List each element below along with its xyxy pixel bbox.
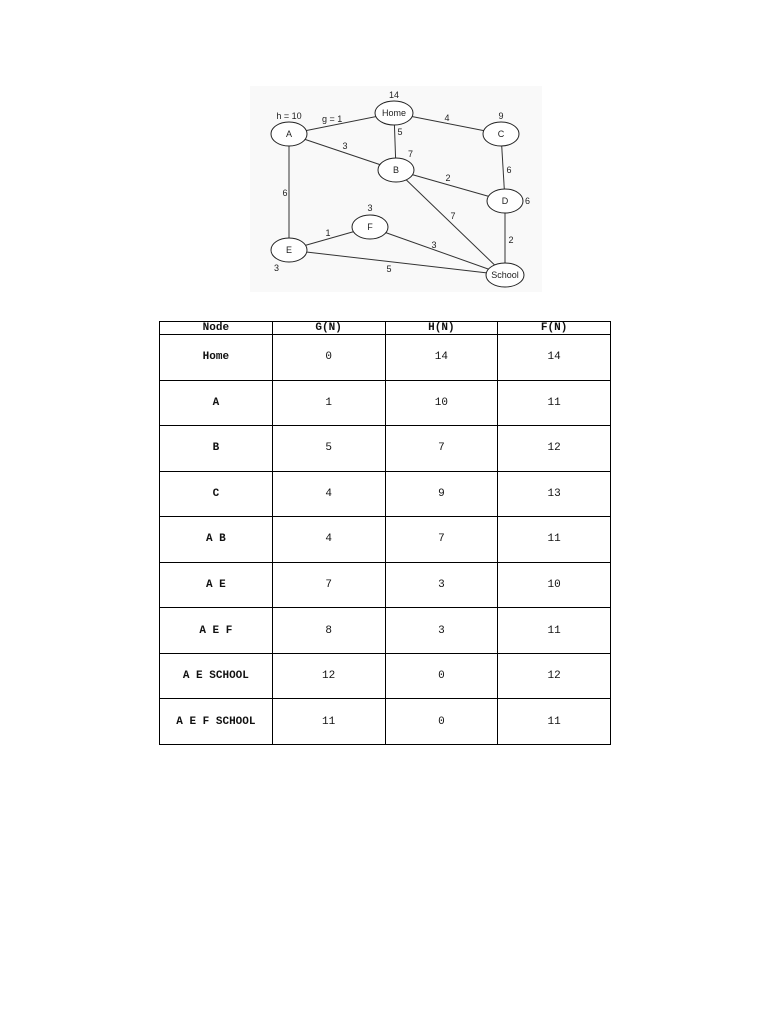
node-label: A bbox=[285, 129, 293, 139]
f-cell: 10 bbox=[498, 562, 611, 608]
h-cell: 0 bbox=[385, 699, 498, 745]
node-label: F bbox=[367, 222, 373, 232]
node-a bbox=[271, 122, 307, 146]
table-row bbox=[160, 653, 611, 699]
node-d bbox=[487, 189, 523, 213]
edge-label-a-home: g = 1 bbox=[322, 114, 343, 124]
g-cell: 8 bbox=[272, 608, 385, 654]
edge-label-c-d: 6 bbox=[506, 165, 512, 175]
edge-label-home-b: 5 bbox=[397, 127, 403, 137]
heuristic-label-f: 3 bbox=[367, 203, 373, 213]
g-cell: 5 bbox=[272, 426, 385, 472]
edge-label-home-c: 4 bbox=[444, 113, 450, 123]
node-home bbox=[375, 101, 413, 125]
edge-label-b-school: 7 bbox=[450, 211, 456, 221]
node-cell: A E F SCHOOL bbox=[160, 699, 273, 745]
node-cell: A E F bbox=[160, 608, 273, 654]
f-cell: 11 bbox=[498, 608, 611, 654]
g-cell: 11 bbox=[272, 699, 385, 745]
table-body bbox=[160, 335, 611, 745]
header-h: H(N) bbox=[385, 322, 498, 335]
graph-diagram bbox=[250, 86, 542, 292]
graph-figure bbox=[250, 86, 542, 292]
edge-label-b-d: 2 bbox=[445, 173, 451, 183]
node-cell: C bbox=[160, 471, 273, 517]
table-row bbox=[160, 426, 611, 472]
node-cell: Home bbox=[160, 335, 273, 381]
g-cell: 4 bbox=[272, 517, 385, 563]
h-cell: 3 bbox=[385, 562, 498, 608]
edge-label-e-f: 1 bbox=[325, 228, 331, 238]
header-node: Node bbox=[160, 322, 273, 335]
node-label: School bbox=[491, 270, 519, 280]
h-cell: 7 bbox=[385, 517, 498, 563]
h-cell: 3 bbox=[385, 608, 498, 654]
h-cell: 0 bbox=[385, 653, 498, 699]
node-school bbox=[486, 263, 524, 287]
node-cell: A E bbox=[160, 562, 273, 608]
node-cell: B bbox=[160, 426, 273, 472]
edge-label-e-school: 5 bbox=[386, 264, 392, 274]
heuristic-label-b: 7 bbox=[408, 149, 414, 159]
f-cell: 13 bbox=[498, 471, 611, 517]
table-row bbox=[160, 699, 611, 745]
f-cell: 11 bbox=[498, 380, 611, 426]
table-row bbox=[160, 608, 611, 654]
heuristic-label-c: 9 bbox=[498, 111, 504, 121]
node-cell: A B bbox=[160, 517, 273, 563]
node-cell: A bbox=[160, 380, 273, 426]
edge-label-a-b: 3 bbox=[342, 141, 348, 151]
f-cell: 11 bbox=[498, 517, 611, 563]
heuristic-label-e: 3 bbox=[274, 263, 280, 273]
node-label: D bbox=[501, 196, 509, 206]
edge-e-school bbox=[289, 250, 505, 275]
h-cell: 7 bbox=[385, 426, 498, 472]
f-cell: 11 bbox=[498, 699, 611, 745]
heuristic-label-home: 14 bbox=[388, 90, 400, 100]
g-cell: 12 bbox=[272, 653, 385, 699]
table-row bbox=[160, 335, 611, 381]
f-cell: 12 bbox=[498, 426, 611, 472]
f-cell: 14 bbox=[498, 335, 611, 381]
table-header-row bbox=[160, 322, 611, 335]
h-cell: 14 bbox=[385, 335, 498, 381]
g-cell: 7 bbox=[272, 562, 385, 608]
g-cell: 1 bbox=[272, 380, 385, 426]
node-label: C bbox=[497, 129, 505, 139]
table-row bbox=[160, 562, 611, 608]
heuristic-label-a: h = 10 bbox=[276, 111, 302, 121]
node-cell: A E SCHOOL bbox=[160, 653, 273, 699]
h-cell: 10 bbox=[385, 380, 498, 426]
header-g: G(N) bbox=[272, 322, 385, 335]
edge-label-d-school: 2 bbox=[508, 235, 514, 245]
node-label: Home bbox=[381, 108, 407, 118]
h-cell: 9 bbox=[385, 471, 498, 517]
cost-table bbox=[159, 321, 611, 745]
node-label: B bbox=[392, 165, 400, 175]
heuristic-label-d: 6 bbox=[525, 196, 531, 206]
node-c bbox=[483, 122, 519, 146]
node-f bbox=[352, 215, 388, 239]
g-cell: 0 bbox=[272, 335, 385, 381]
table-row bbox=[160, 471, 611, 517]
f-cell: 12 bbox=[498, 653, 611, 699]
node-label: E bbox=[285, 245, 293, 255]
table-row bbox=[160, 517, 611, 563]
node-b bbox=[378, 158, 414, 182]
node-e bbox=[271, 238, 307, 262]
edge-label-f-school: 3 bbox=[431, 240, 437, 250]
table-row bbox=[160, 380, 611, 426]
header-f: F(N) bbox=[498, 322, 611, 335]
edge-label-a-e: 6 bbox=[282, 188, 288, 198]
g-cell: 4 bbox=[272, 471, 385, 517]
